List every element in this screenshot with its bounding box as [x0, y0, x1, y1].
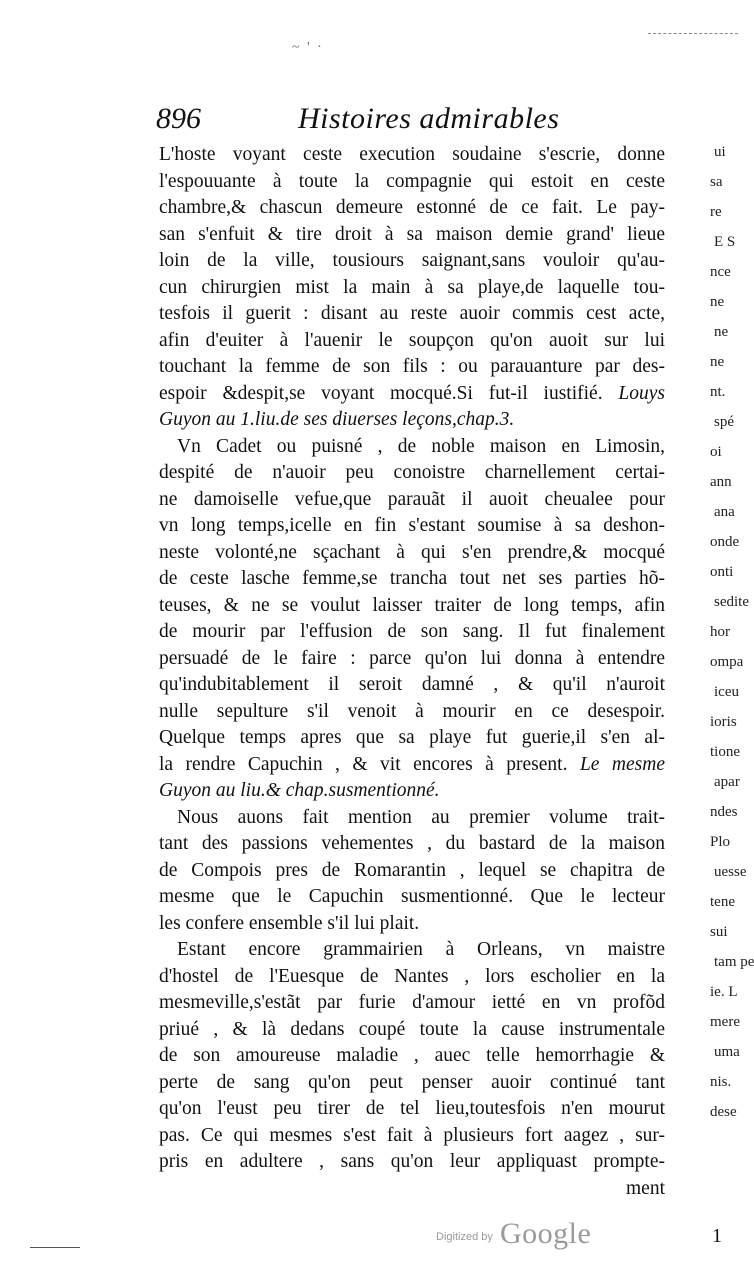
top-mark: ~ ' ·	[292, 40, 324, 55]
text-line: cun chirurgien mist la main à sa playe,de laquelle tou-	[159, 276, 665, 298]
citation: Le mesme	[579, 753, 665, 775]
text-line: neste volonté,ne sçachant à qui s'en prendre,& mocqué	[159, 541, 665, 563]
text-line: tant des passions vehementes , du bastard de la maison	[159, 833, 665, 854]
text-line: les confere ensemble s'il lui plait.	[159, 912, 420, 934]
text-line: Vn Cadet ou puisné , de noble maison en Limosin,	[177, 435, 665, 457]
digitized-by-label: Digitized by	[436, 1231, 493, 1243]
margin-fragment: nis.	[710, 1074, 732, 1090]
catchword: ment	[626, 1177, 665, 1199]
margin-fragment: E S	[714, 234, 736, 250]
text-line: tesfois il guerit : disant au reste auoir commis cest acte,	[159, 303, 665, 324]
text-line: vn long temps,icelle en fin s'estant soumise à sa deshon-	[159, 515, 665, 536]
margin-fragment: ne	[710, 354, 725, 370]
margin-fragment: onti	[710, 564, 734, 580]
text-line: loin de la ville, tousiours saignant,sans vouloir qu'au-	[159, 250, 665, 271]
text-line-with-citation	[159, 752, 665, 779]
google-logo: Google	[500, 1217, 592, 1250]
margin-fragment: nt.	[710, 384, 726, 400]
text-line: ne damoiselle vefue,que parauãt il auoit cheualee pour	[159, 488, 665, 510]
text-line-with-citation	[159, 381, 665, 408]
text-line: chambre,& chascun demeure estonné de ce fait. Le pay-	[159, 197, 665, 218]
margin-fragment: tam pe	[714, 954, 754, 970]
text-line: de Compois pres de Romarantin , lequel se chapitra de	[159, 859, 665, 881]
citation: Guyon au liu.& chap.susmentionné.	[159, 780, 440, 801]
margin-fragment: uma	[714, 1044, 740, 1060]
margin-fragment: ie. L	[710, 984, 738, 1000]
margin-fragment: re	[710, 204, 722, 220]
text-line: qu'on l'eust peu tirer de tel lieu,toutesfois n'en mourut	[159, 1098, 665, 1119]
text-line: persuadé de le faire : parce qu'on lui donna à entendre	[159, 647, 665, 669]
running-title: Histoires admirables	[298, 102, 560, 135]
margin-fragment: uesse	[714, 864, 747, 880]
text-line: de son amoureuse maladie , auec telle hemorrhagie &	[159, 1045, 665, 1066]
margin-fragment: sedite	[714, 594, 749, 610]
margin-fragment: ann	[710, 474, 732, 490]
margin-fragment: oi	[710, 444, 722, 460]
margin-fragment: ne	[710, 294, 725, 310]
margin-fragment: hor	[710, 624, 730, 640]
text-line: afin d'euiter à l'auenir le soupçon qu'on auoit sur lui	[159, 329, 665, 351]
main-text	[159, 142, 665, 1202]
text-line: espoir &despit,se voyant mocqué.Si fut-il iustifié.	[159, 382, 603, 404]
text-line: san s'enfuit & tire droit à sa maison demie grand' lieue	[159, 223, 665, 245]
margin-fragment: tione	[710, 744, 740, 760]
margin-fragment: mere	[710, 1014, 740, 1030]
citation: Louys	[618, 382, 666, 404]
text-line: Quelque temps apres que sa playe fut guerie,il s'en al-	[159, 727, 665, 748]
text-line: pris en adultere , sans qu'on leur appliquast prompte-	[159, 1151, 665, 1172]
text-line: qu'indubitablement il seroit damné , & qu'il n'auroit	[159, 674, 665, 695]
text-line: teuses, & ne se voulut laisser traiter de long temps, afin	[159, 594, 665, 616]
margin-fragment: ui	[714, 144, 726, 160]
text-line: Nous auons fait mention au premier volume trait-	[177, 806, 665, 828]
margin-fragment: ana	[714, 504, 735, 520]
margin-fragment: nce	[710, 264, 731, 280]
citation: Guyon au 1.liu.de ses diuerses leçons,chap.3.	[159, 409, 515, 430]
margin-fragment: ioris	[710, 714, 737, 730]
text-line: d'hostel de l'Euesque de Nantes , lors escholier en la	[159, 965, 665, 987]
margin-fragment: sui	[710, 924, 728, 940]
text-line: priué , & là dedans coupé toute la cause instrumentale	[159, 1018, 665, 1040]
text-line: pas. Ce qui mesmes s'est fait à plusieurs fort aagez , sur-	[159, 1124, 665, 1146]
margin-fragment: onde	[710, 534, 740, 550]
margin-fragment: iceu	[714, 684, 739, 700]
text-line: touchant la femme de son fils : ou parauanture par des-	[159, 356, 665, 377]
footer-mark: 1	[712, 1225, 722, 1247]
text-line: de ceste lasche femme,se trancha tout net ses parties hõ-	[159, 568, 665, 589]
top-dashed-rule	[648, 33, 738, 34]
margin-fragment: ndes	[710, 804, 738, 820]
margin-fragment: apar	[714, 774, 740, 790]
text-line: despité de n'auoir peu conoistre charnellement certai-	[159, 462, 665, 483]
margin-fragment: Plo	[710, 834, 731, 850]
text-line: mesmeville,s'estãt par furie d'amour ietté en vn profõd	[159, 992, 665, 1013]
text-line: L'hoste voyant ceste execution soudaine s'escrie, donne	[159, 144, 665, 165]
margin-fragment: spé	[714, 414, 734, 430]
text-line: nulle sepulture s'il venoit à mourir en ce desespoir.	[159, 700, 665, 722]
margin-fragment: ompa	[710, 654, 744, 670]
text-line: Estant encore grammairien à Orleans, vn maistre	[177, 939, 665, 960]
margin-fragment: ne	[714, 324, 729, 340]
margin-fragment: tene	[710, 894, 735, 910]
text-line: perte de sang qu'on peut penser auoir continué tant	[159, 1071, 665, 1093]
text-line: de mourir par l'effusion de son sang. Il fut finalement	[159, 621, 665, 642]
page-header	[152, 102, 672, 142]
text-line: mesme que le Capuchin susmentionné. Que le lecteur	[159, 886, 665, 907]
text-line: l'espouuante à toute la compagnie qui estoit en ceste	[159, 170, 665, 192]
page-number: 896	[156, 102, 201, 135]
footer-rule	[30, 1247, 80, 1248]
margin-fragment: dese	[710, 1104, 737, 1120]
page-footer	[0, 1205, 743, 1265]
text-line: la rendre Capuchin , & vit encores à present.	[159, 753, 568, 775]
margin-fragment: sa	[710, 174, 723, 190]
